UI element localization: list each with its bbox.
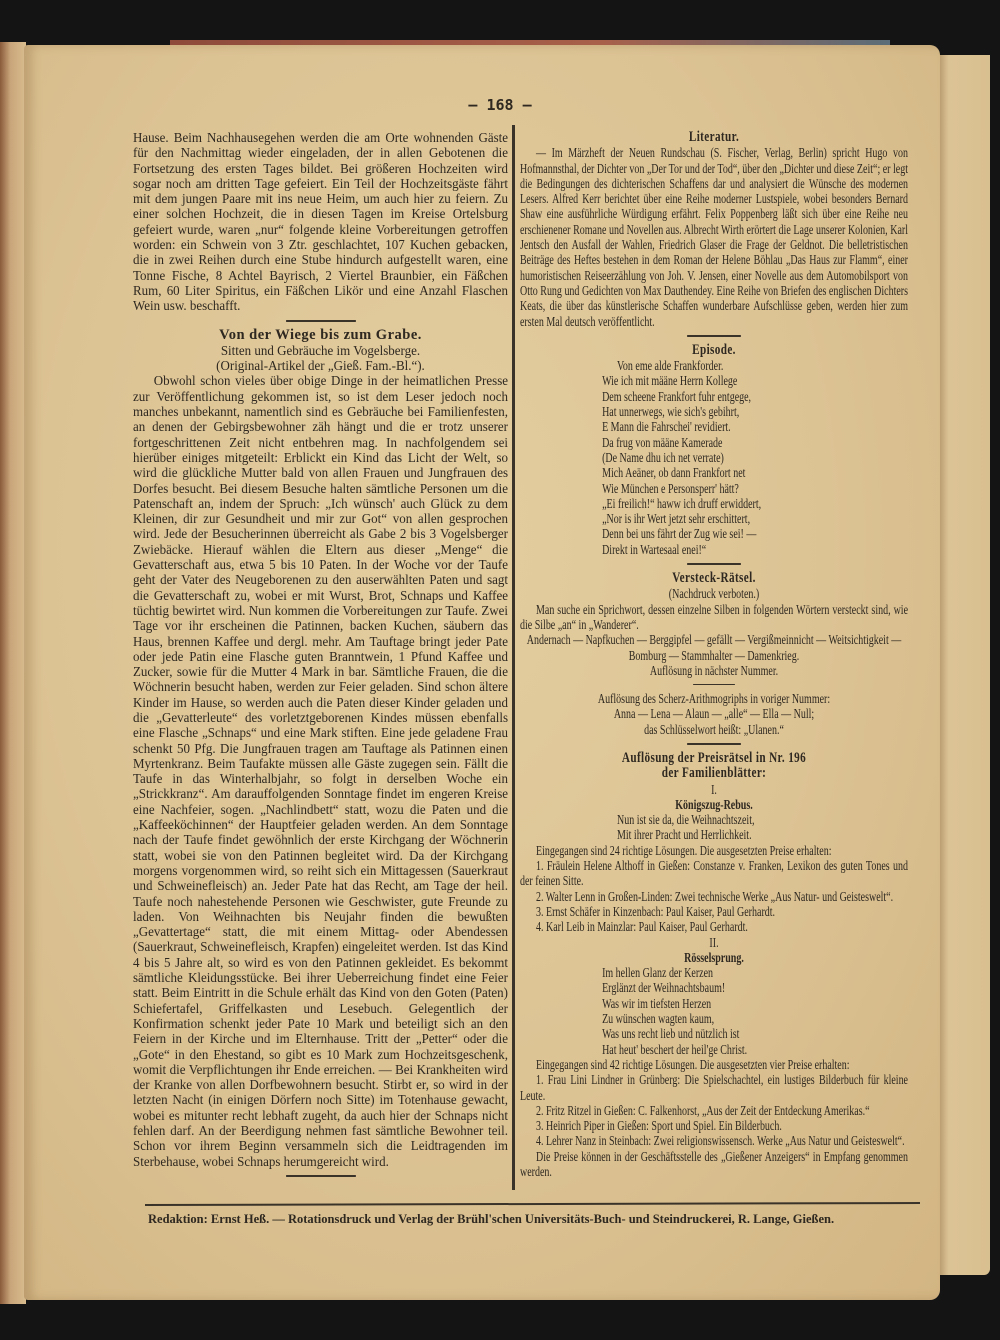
part2-number: II. [709,934,719,950]
article-attribution: (Original-Artikel der „Gieß. Fam.-Bl.“). [216,358,425,374]
poem-line: Wie München e Personsperr' hätt? [602,480,739,496]
winner: 4. Lehrer Nanz in Steinbach: Zwei religionswissensch. Werke „Aus Natur und Geisteswelt“. [535,1133,905,1149]
solution-line: Was wir im tiefsten Herzen [602,995,712,1011]
divider [286,1175,356,1177]
solution-line: Erglänzt der Weihnachtsbaum! [602,980,726,996]
part2-received: Eingegangen sind 42 richtige Lösungen. Die ausgesetzten vier Preise erhalten: [535,1056,850,1072]
part1-received: Eingegangen sind 24 richtige Lösungen. Die ausgesetzten Preise erhalten: [535,842,832,858]
versteck-title: Versteck-Rätsel. [672,570,756,587]
solution-line: Mit ihrer Pracht und Herrlichkeit. [617,827,752,843]
scherz-key: das Schlüsselwort heißt: „Ulanen.“ [644,721,784,737]
poem-line: Direkt in Wartesaal enei!“ [602,541,707,557]
closing-note: Die Preise können in der Geschäftsstelle des „Gießener Anzeigers“ in Empfang genommen werden. [520,1148,908,1179]
versteck-words: Andernach — Napfkuchen — Berggipfel — gefällt — Vergißmeinnicht — Weitsichtigkeit — Bomburg — Stammhalter — Damenkrieg. [526,632,902,663]
versteck-note: (Nachdruck verboten.) [668,586,760,602]
part1-solution [617,812,908,843]
preis-title-2: der Familienblätter: [661,765,767,782]
solution-line: Im hellen Glanz der Kerzen [602,965,714,981]
poem-line: Denn bei uns fährt der Zug wie sei! — [602,526,757,542]
divider [693,684,735,685]
poem-line: Von eme alde Frankforder. [617,358,724,374]
poem-line: Dem scheene Frankfort fuhr entgege, [602,388,752,404]
versteck-intro: Man suche ein Sprichwort, dessen einzelne Silben in folgenden Wörtern versteckt sind, wie die Silbe „an“ in „Wanderer“. [520,601,908,632]
article-title: Von der Wiege bis zum Grabe. [219,326,422,343]
part1-title: Königszug-Rebus. [675,796,753,812]
scherz-words: Anna — Lena — Alaun — „alle“ — Ella — Null; [613,706,815,722]
article-subtitle: Sitten und Gebräuche im Vogelsberge. [220,342,421,358]
solution-line: Zu wünschen wagten kaum, [602,1011,715,1027]
poem-line: Da frug von määne Kamerade [602,434,723,450]
solution-line: Was uns recht lieb und nützlich ist [602,1026,740,1042]
left-column [133,130,508,1183]
literatur-body: — Im Märzheft der Neuen Rundschau (S. Fischer, Verlag, Berlin) spricht Hugo von Hofmannsthal, der Dichter von „Der Tor und der Tod“, über den „Dichter und diese Zeit“; er legt die Bedingungen des dichterischen Schaffens dar und analysiert die Wünsche des modernen Lesers. Alfred Kerr berichtet über eine Reihe moderner Lustspiele, wobei besonders Bernard Shaw eine ausführliche Würdigung erfährt. Felix Poppenberg läßt sich über eine Reihe neu erschienener Romane und Novellen aus. Albrecht Wirth erörtert die Lage unserer Kolonien, Karl Jentsch den Ausfall der Wahlen, Friedrich Glaser die Frage der Geldnot. Die belletristischen Beiträge des Heftes bestehen in dem Roman der Helene Böhlau „Das Haus zur Flamm“, einer humoristischen Reiseerzählung von Joh. V. Jensen, einer Novelle aus dem Automobilsport von Otto Rung und Gedichten von Max Dauthendey. Eine Reihe von Briefen des englischen Dichters Keats, die über das künstlerische Schaffen wunderbare Aufschlüsse geben, werden hier zum ersten Mal deutsch veröffentlicht. [520,145,908,329]
literatur-title: Literatur. [688,129,740,145]
column-divider [512,125,515,1190]
divider [687,335,741,337]
versteck-solution-note: Auflösung in nächster Nummer. [649,662,779,678]
scherz-title: Auflösung des Scherz-Arithmogriphs in voriger Nummer: [597,691,831,707]
solution-line: Nun ist sie da, die Weihnachtszeit, [617,812,755,828]
poem-line: E Mann die Fahrschei' revidiert. [602,419,731,435]
winner: 3. Ernst Schäfer in Kinzenbach: Paul Kaiser, Paul Gerhardt. [535,903,776,919]
divider [687,563,741,565]
winner: 1. Frau Lini Lindner in Grünberg: Die Spielschachtel, ein lustiges Bilderbuch für kleine Leute. [520,1072,908,1103]
poem-line: „Nor is ihr Wert jetzt sehr erschittert, [602,511,751,527]
next-page-edge [935,55,990,1275]
poem-line: (De Name dhu ich net verrate) [602,449,724,465]
winner: 3. Heinrich Piper in Gießen: Sport und Spiel. Ein Bilderbuch. [535,1118,782,1134]
page-number: — 168 — [468,96,532,114]
poem-line: Hat unnerwegs, wie sich's gebihrt, [602,404,740,420]
divider [687,743,741,745]
winner: 2. Walter Lenn in Großen-Linden: Zwei technische Werke „Aus Natur- und Geisteswelt“. [535,888,894,904]
part1-number: I. [711,781,717,797]
winner: 1. Fräulein Helene Althoff in Gießen: Constanze v. Franken, Lexikon des guten Tones und der feinen Sitte. [520,858,908,889]
preis-title: Auflösung der Preisrätsel in Nr. 196 [621,749,807,766]
solution-line: Hat heut' beschert der heil'ge Christ. [602,1041,748,1057]
winner: 2. Fritz Ritzel in Gießen: C. Falkenhorst, „Aus der Zeit der Entdeckung Amerikas.“ [535,1102,870,1118]
book-spine [0,42,26,1304]
episode-title: Episode. [692,341,736,358]
winner: 4. Karl Leib in Mainzlar: Paul Kaiser, Paul Gerhardt. [535,919,748,935]
part2-solution [602,965,908,1057]
poem-line: „Ei freilich!“ haww ich druff erwiddert, [602,495,762,511]
right-column [520,130,908,1179]
article-body: Obwohl schon vieles über obige Dinge in der heimatlichen Presse zur Veröffentlichung gekommen ist, so ist dem Leser jedoch noch manches unbekannt, namentlich sind es Gebräuche bei Familienfesten, an denen der Gebirgsbewohner zäh hängt und die er trotz unserer fortgeschrittenen Zeit nicht entbehren mag. In nachfolgendem sei hierüber einiges mitgeteilt: Erblickt ein Kind das Licht der Welt, so wird die glückliche Mutter bald von allen Frauen und Jungfrauen des Dorfes besucht. Bei diesem Besuche halten sämtliche Personen um die Patenschaft an, indem der Spruch: „Ich wünsch' auch Glück zu dem Kleinen, dir zur Gesundheit und mir zur Got“ von allen gesprochen wird. Jede der Besucherinnen überreicht als Gabe 2 bis 3 Vogelsberger Zwiebäcke. Hierauf wählen die Eltern aus dieser „Menge“ die Gevatterschaft aus, etwa 5 bis 10 Paten. In der Woche vor der Taufe geht der Vater des Neugeborenen zu den auserwählten Paten und sagt die Gevatterschaft zu, wobei er mit Wurst, Brot, Schnaps und Kaffee tüchtig bewirtet wird. Nun kommen die Vorbereitungen zur Taufe. Zwei Tage vor ihr erscheinen die Patinnen, backen Kuchen, säubern das Haus, brennen Kaffee und dergl. mehr. Am Tauftage bringt jeder Pate oder jede Patin eine Flasche guten Branntwein, 1 Pfund Kaffee und Zucker, sowie für die Mutter 4 Mark in bar. Sämtliche Frauen, die die Wöchnerin besucht haben, werden zur Feier geladen. Sind schon ältere Kinder im Hause, so werden auch die Paten dieser Kinder geladen und die „Gevatterleute“ des vorletztgeborenen Kindes müssen ebenfalls eine Flasche „Schnaps“ und eine Mark stiften. Eine jede geladene Frau schenkt 50 Pfg. Die Jungfrauen tragen am Tauftage als Patinnen einen Myrtenkranz. Beim Taufakte müssen alle Gäste zugegen sein. Fällt die Taufe in das Winterhalbjahr, so folgt in derselben Woche ein „Strickkranz“. Am darauffolgenden Sonntage findet im engeren Kreise eine Nachfeier, sogen. „Nachlindbett“ statt, wozu die Paten und die „Kaffeeköchinnen“ der Hauptfeier geladen werden. An dem Sonntage nach der Taufe findet gewöhnlich der erste Kirchgang der Wöchnerin statt, wobei sie von den Patinnen begleitet wird. Da der Kirchgang morgens vorgenommen wird, so reiht sich ein Mittagessen (Sauerkraut und Schweinefleisch) an. Jeder Pate hat das Recht, am Tage der heil. Taufe noch nahestehende Personen wie Geschwister, gute Freunde zu laden. Von Weihnachten bis Neujahr finden die bewußten „Gevattertage“ statt, die mit einem Mittag- oder Abendessen (Sauerkraut, Schweinefleisch, Krapfen) eingeleitet werden. Ist das Kind 4 bis 5 Jahre alt, so wird es von den Patinnen gekleidet. Es bekommt sämtliche Kleidungsstücke. Bei ihrer Ueberreichung findet eine Feier statt. Beim Eintritt in die Schule erhält das Kind von den Goten (Paten) Schiefertafel, Griffelkasten und Lesebuch. Gelegentlich der Konfirmation schenkt jeder Pate 10 Mark und beteiligt sich an den Feiern in der Kirche und im Elternhause. Tritt der „Petter“ oder die „Gote“ in den Ehestand, so gibt es 10 Mark zum Hochzeitsgeschenk, womit die Verpflichtungen ihr Ende erreichen. — Bei Krankheiten wird der Kranke von allen Dorfbewohnern besucht. Stirbt er, so wird in der letzten Nacht (in einigen Dörfern noch Sitte) im Totenhause gewacht, wobei es mitunter recht lebhaft zugeht, da auch hier der Schnaps nicht fehlen darf. An der Beerdigung nehmen fast sämtliche Bewohner teil. Schon vor ihrem Beginn versammeln sich die Leidtragenden im Sterbehause, wobei Schnaps herumgereicht wird. [133,373,508,1169]
episode-poem [602,358,908,557]
article-continuation: Hause. Beim Nachhausegehen werden die am Orte wohnenden Gäste für den Nachmittag wieder eingeladen, der in allen Gebotenen die Fortsetzung des ersten Tages bildet. Bei größeren Hochzeiten wird sogar noch am dritten Tage gefeiert. Ein Teil der Hochzeitsgäste fährt mit dem jungen Paare mit ins neue Heim, um auch hier zu feiern. Zu einer solchen Hochzeit, die in diesen Tagen im Kreise Ortelsburg gefeiert wurde, waren „nur“ folgende kleine Vorbereitungen getroffen worden: ein Schwein von 3 Ztr. geschlachtet, 107 Kuchen gebacken, die in zwei Reihen durch eine Stube hindurch aufgestellt waren, eine Tonne Fische, 8 Achtel Bayrisch, 2 Viertel Braunbier, ein Fäßchen Rum, 60 Liter Spiritus, ein Fäßchen Likör und eine Anzahl Flaschen Wein usw. beschafft. [133,130,508,314]
poem-line: Mich Aeäner, ob dann Frankfort net [602,465,746,481]
part2-title: Rösselsprung. [684,949,744,965]
poem-line: Wie ich mit määne Herrn Kollege [602,373,738,389]
divider [286,320,356,322]
imprint-footer: Redaktion: Ernst Heß. — Rotationsdruck und Verlag der Brühl'schen Universitäts-Buch- und Steindruckerei, R. Lange, Gießen. [148,1212,835,1226]
